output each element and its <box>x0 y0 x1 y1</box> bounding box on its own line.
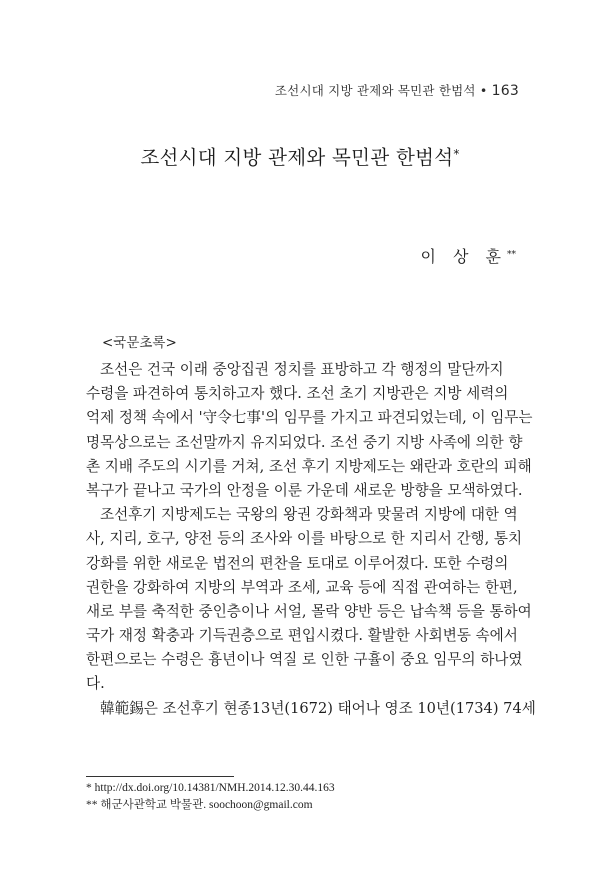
running-head-bullet: • <box>479 83 488 98</box>
abstract-line: 조선후기 지방제도는 국왕의 왕권 강화책과 맞물려 지방에 대한 역 <box>100 506 518 524</box>
title-footnote-mark: * <box>453 147 460 161</box>
abstract-line: 강화를 위한 새로운 법전의 편찬을 토대로 이루어졌다. 또한 수령의 <box>86 554 509 572</box>
abstract-line: 다. <box>86 675 105 693</box>
abstract-line: 새로 부를 축적한 중인층이나 서얼, 몰락 양반 등은 납속책 등을 통하여 <box>86 602 532 620</box>
page-number: 163 <box>491 83 519 99</box>
footnote-divider <box>86 776 234 777</box>
abstract-label: <국문초록> <box>102 335 177 351</box>
abstract-line: 수령을 파견하여 통치하고자 했다. 조선 초기 지방관은 지방 세력의 <box>86 385 509 403</box>
abstract-line: 사, 지리, 호구, 양전 등의 조사와 이를 바탕으로 한 지리서 간행, 통치 <box>86 530 523 548</box>
abstract-line: 韓範錫은 조선후기 현종13년(1672) 태어나 영조 10년(1734) 74세 <box>100 699 536 717</box>
author <box>420 244 516 267</box>
abstract-body <box>86 358 536 721</box>
abstract-line: 국가 재정 확충과 기득권층으로 편입시켰다. 활발한 사회변동 속에서 <box>86 627 518 645</box>
author-name: 이 상 훈 <box>420 247 507 266</box>
abstract-line: 조선은 건국 이래 중앙집권 정치를 표방하고 각 행정의 말단까지 <box>100 361 504 378</box>
abstract-line: 촌 지배 주도의 시기를 거쳐, 조선 후기 지방제도는 왜란과 호란의 피해 <box>86 457 532 475</box>
abstract-line: 한편으로는 수령은 흉년이나 역질 로 인한 구휼이 중요 임무의 하나였 <box>86 651 523 669</box>
author-footnote-mark: ** <box>507 250 516 260</box>
article-title-text: 조선시대 지방 관제와 목민관 한범석 <box>140 146 454 169</box>
abstract-line: 복구가 끝나고 국가의 안정을 이룬 가운데 새로운 방향을 모색하였다. <box>86 481 523 499</box>
running-head <box>275 81 519 99</box>
abstract-line: 권한을 강화하여 지방의 부역과 조세, 교육 등에 직접 관여하는 한편, <box>86 578 518 596</box>
footnote-doi: * http://dx.doi.org/10.14381/NMH.2014.12.30.44.163 <box>86 782 335 794</box>
footnote-affiliation: ** 해군사관학교 박물관. soochoon@gmail.com <box>86 799 313 811</box>
article-title <box>0 142 600 170</box>
footnotes <box>86 780 335 814</box>
running-head-title: 조선시대 지방 관제와 목민관 한범석 <box>274 83 476 98</box>
abstract-line: 명목상으로는 조선말까지 유지되었다. 조선 중기 지방 사족에 의한 향 <box>86 433 523 451</box>
abstract-line: 억제 정책 속에서 '守令七事'의 임무를 가지고 파견되었는데, 이 임무는 <box>86 409 533 427</box>
